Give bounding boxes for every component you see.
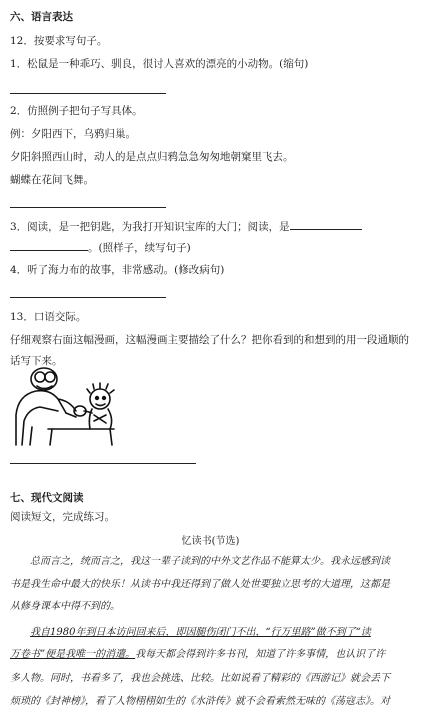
butterfly-sentence: 蝴蝶在花间飞舞。 [10,174,94,186]
article-p2-underlined: 万卷书”便是我唯一的消遣。 [10,649,136,660]
question-13-text-1: 仔细观察右面这幅漫画，这幅漫画主要描绘了什么？把你看到的和想到的用一段通顺的 [10,334,409,346]
question-13-text-2: 话写下来。 [10,355,63,367]
answer-blank-12-3b[interactable] [10,240,88,251]
article-p2-line3: 多人物。同时，书看多了，我也会挑选、比较。比如说看了精彩的《西游记》就会丢下 [10,673,390,684]
answer-line-13[interactable] [10,463,196,464]
answer-line-12-1[interactable] [10,93,166,94]
article-p1-line3: 从修身课本中得不到的。 [10,601,120,612]
example-expanded: 夕阳斜照西山时，动人的是点点归鸦急急匆匆地朝窠里飞去。 [10,151,294,163]
question-12-4: 4．听了海力布的故事，非常感动。(修改病句) [10,264,225,276]
question-12-prompt: 12．按要求写句子。 [10,35,108,47]
article-p1-line2: 书是我生命中最大的快乐！从读书中我还得到了做人处世要独立思考的大道理，这都是 [10,579,390,590]
question-12-3-note: 。(照样子，续写句子) [88,242,191,254]
article-title: 忆读书(节选) [181,536,240,547]
answer-line-12-4[interactable] [10,297,166,298]
reading-instruction: 阅读短文，完成练习。 [10,511,115,523]
question-13-prompt: 13．口语交际。 [10,311,87,323]
article-p2-line2 [10,648,385,662]
section6-heading: 六、语言表达 [10,11,73,23]
article-p2-line4: 烦琐的《封神榜》，看了人物栩栩如生的《水浒传》就不会看索然无味的《荡寇志》。对 [10,696,390,707]
article-p2-line2-rest: 我每天都会得到许多书刊，知道了许多事情，也认识了许 [135,649,386,660]
arm-wrestling-cartoon [10,365,122,447]
answer-line-12-2[interactable] [10,207,166,208]
answer-blank-12-3a[interactable] [290,219,362,230]
question-12-2: 2．仿照例子把句子写具体。 [10,105,143,117]
article-p1-line1: 总而言之，统而言之，我这一辈子读到的中外文艺作品不能算太少。我永远感到读 [30,556,390,567]
question-12-1: 1．松鼠是一种乖巧、驯良，很讨人喜欢的漂亮的小动物。(缩句) [10,58,309,70]
question-12-3-line2 [10,240,191,255]
example-sentence: 例：夕阳西下，乌鸦归巢。 [10,128,136,140]
question-12-3-text: 3．阅读，是一把钥匙，为我打开知识宝库的大门；阅读，是 [10,221,290,233]
article-p2-line1: 我自1980年到日本访问回来后，即因腿伤闭门不出，“行万里路”做不到了“读 [30,627,371,638]
question-12-3-line1 [10,219,362,234]
section7-heading: 七、现代文阅读 [10,492,84,504]
